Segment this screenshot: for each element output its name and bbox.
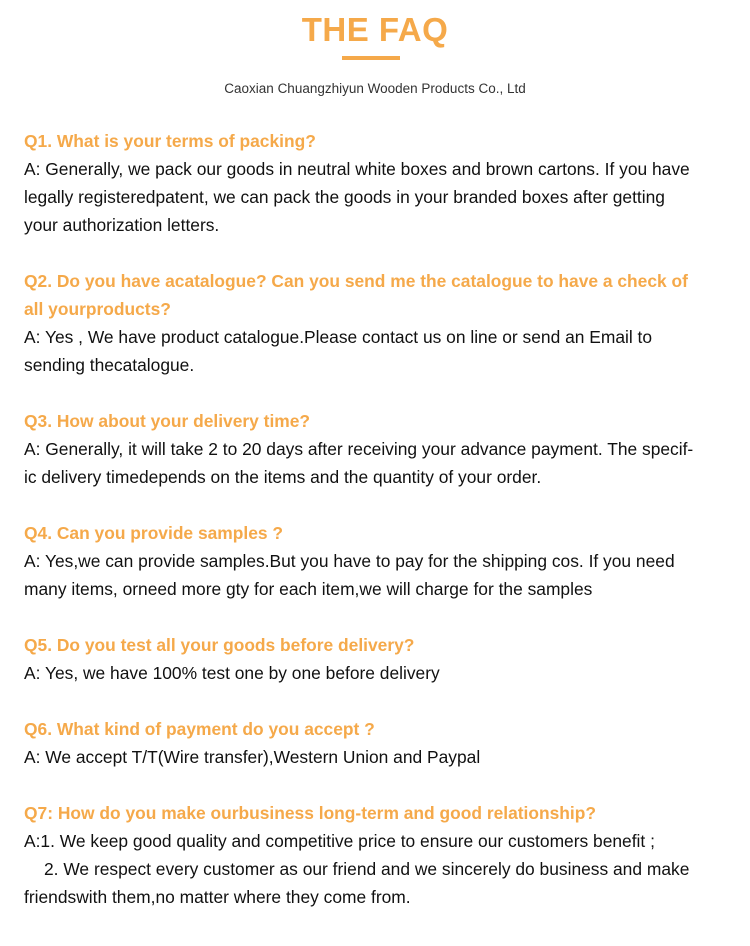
faq-answer-line: A: Yes, we have 100% test one by one before delivery <box>24 663 440 683</box>
company-name: Caoxian Chuangzhiyun Wooden Products Co., Ltd <box>224 81 526 96</box>
faq-item-3 <box>24 407 724 491</box>
faq-answer-line: legally registeredpatent, we can pack the goods in your branded boxes after getting <box>24 187 665 207</box>
faq-answer-line: many items, orneed more gty for each item,we will charge for the samples <box>24 579 593 599</box>
faq-question-3: Q3. How about your delivery time? <box>24 411 311 431</box>
faq-answer-line: sending thecatalogue. <box>24 355 195 375</box>
page-title: THE FAQ <box>301 11 449 48</box>
title-underline <box>342 56 400 60</box>
faq-question-5: Q5. Do you test all your goods before delivery? <box>24 635 415 655</box>
faq-answer-line: A: We accept T/T(Wire transfer),Western Union and Paypal <box>24 747 481 767</box>
faq-answer-line: A: Yes,we can provide samples.But you have to pay for the shipping cos. If you need <box>24 551 675 571</box>
faq-answer-line: A:1. We keep good quality and competitive price to ensure our customers benefit ; <box>24 831 655 851</box>
faq-answer-line: A: Generally, we pack our goods in neutral white boxes and brown cartons. If you have <box>24 159 690 179</box>
faq-item-7 <box>24 799 724 911</box>
faq-question-2: Q2. Do you have acatalogue? Can you send me the catalogue to have a check of <box>24 271 688 291</box>
faq-answer-line: A: Yes , We have product catalogue.Please contact us on line or send an Email to <box>24 327 653 347</box>
faq-item-2 <box>24 267 724 379</box>
faq-question-7: Q7: How do you make ourbusiness long-term and good relationship? <box>24 803 597 823</box>
faq-question-2-cont: all yourproducts? <box>24 299 171 319</box>
faq-answer-line: A: Generally, it will take 2 to 20 days after receiving your advance payment. The specif- <box>24 439 694 459</box>
faq-question-6: Q6. What kind of payment do you accept ? <box>24 719 375 739</box>
faq-question-4: Q4. Can you provide samples ? <box>24 523 283 543</box>
faq-question-1: Q1. What is your terms of packing? <box>24 131 316 151</box>
faq-item-5 <box>24 631 724 687</box>
faq-answer-line: friendswith them,no matter where they come from. <box>24 887 411 907</box>
faq-answer-line: your authorization letters. <box>24 215 220 235</box>
faq-answer-line: ic delivery timedepends on the items and the quantity of your order. <box>24 467 542 487</box>
faq-answer-line: 2. We respect every customer as our friend and we sincerely do business and make <box>44 859 690 879</box>
faq-item-6 <box>24 715 724 771</box>
faq-item-4 <box>24 519 724 603</box>
faq-item-1 <box>24 127 724 239</box>
